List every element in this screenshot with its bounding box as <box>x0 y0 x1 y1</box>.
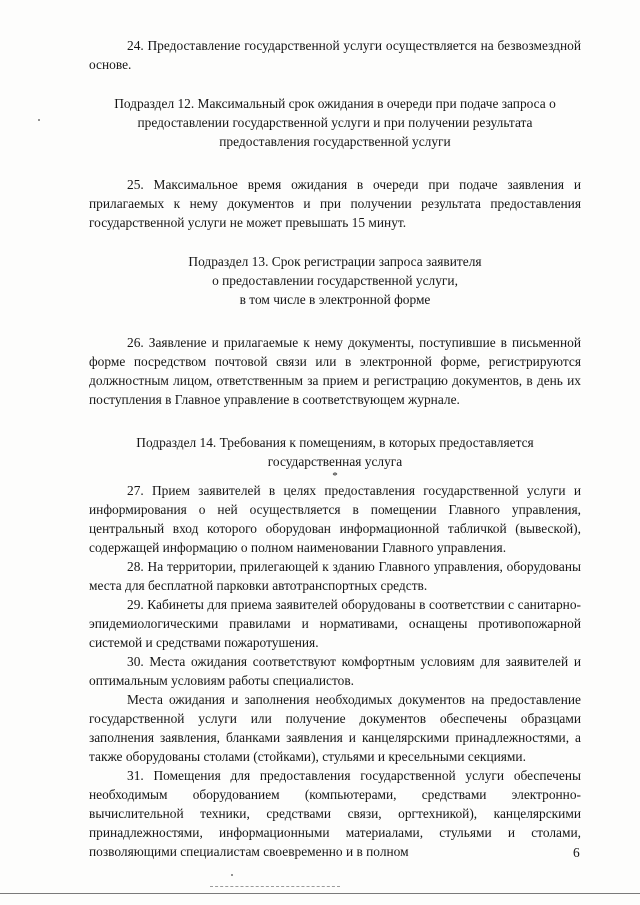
page-number: 6 <box>573 845 580 860</box>
paragraph-30-continued: Места ожидания и заполнения необходимых документов на предоставление государственной услуги или получение документов обеспечены образцами заполнения заявления, бланками заявления и канцелярскими принадлежностями, а также оборудованы столами (стойками), стульями и кресельными секциями. <box>89 692 581 764</box>
heading-line: предоставлении государственной услуги и при получении результата <box>137 115 533 130</box>
subsection-14-heading <box>89 433 581 471</box>
subsection-13-heading <box>89 252 581 309</box>
paragraph-31: 31. Помещения для предоставления государственной услуги обеспечены необходимым оборудованием (компьютерами, средствами электронно-вычислительной техники, средствами связи, оргтехникой), канцелярскими принадлежностями, информационными материалами, стульями и столами, позволяющими специалистам своевременно и в полном <box>89 768 581 859</box>
paragraph-26: 26. Заявление и прилагаемые к нему документы, поступившие в письменной форме посредством почтовой связи или в электронной форме, регистрируются должностным лицом, ответственным за прием и регистрацию документов, в день их поступления в Главное управление в соответствующем журнале. <box>89 335 581 407</box>
heading-line: о предоставлении государственной услуги, <box>212 273 458 288</box>
scan-artifact-dots <box>210 886 340 888</box>
spacer <box>89 74 581 94</box>
subsection-12-heading <box>89 94 581 151</box>
paragraph-29: 29. Кабинеты для приема заявителей оборудованы в соответствии с санитарно-эпидемиологическими правилами и нормативами, оснащены противопожарной системой и средствами пожаротушения. <box>89 597 581 650</box>
spacer <box>89 309 581 333</box>
heading-line: предоставления государственной услуги <box>219 134 451 149</box>
scan-speck <box>231 874 233 876</box>
spacer <box>89 151 581 175</box>
heading-line: Подраздел 12. Максимальный срок ожидания в очереди при подаче запроса о <box>114 96 556 111</box>
paragraph-30: 30. Места ожидания соответствуют комфортным условиям для заявителей и оптимальным условиям работы специалистов. <box>89 654 581 688</box>
heading-line: государственная услуга <box>267 454 403 469</box>
spacer <box>89 232 581 252</box>
scan-mark: * <box>332 470 338 482</box>
paragraph-27: 27. Прием заявителей в целях предоставления государственной услуги и информирования о ней осуществляется в помещении Главного управления, центральный вход которого оборудован информационной табличкой (вывеской), содержащей информацию о полном наименовании Главного управления. <box>89 483 581 555</box>
scan-bottom-edge-line <box>0 893 640 894</box>
paragraph-28: 28. На территории, прилегающей к зданию Главного управления, оборудованы места для бесплатной парковки автотранспортных средств. <box>89 559 581 593</box>
heading-line: Подраздел 13. Срок регистрации запроса заявителя <box>188 254 482 269</box>
document-body <box>89 36 581 861</box>
paragraph-24: 24. Предоставление государственной услуги осуществляется на безвозмездной основе. <box>89 38 581 72</box>
paragraph-25: 25. Максимальное время ожидания в очереди при подаче заявления и прилагаемых к нему документов и при получении результата предоставления государственной услуги не может превышать 15 минут. <box>89 177 581 230</box>
heading-line: Подраздел 14. Требования к помещениям, в которых предоставляется <box>136 435 534 450</box>
spacer <box>89 409 581 433</box>
scan-speck <box>38 119 40 121</box>
heading-line: в том числе в электронной форме <box>239 292 431 307</box>
